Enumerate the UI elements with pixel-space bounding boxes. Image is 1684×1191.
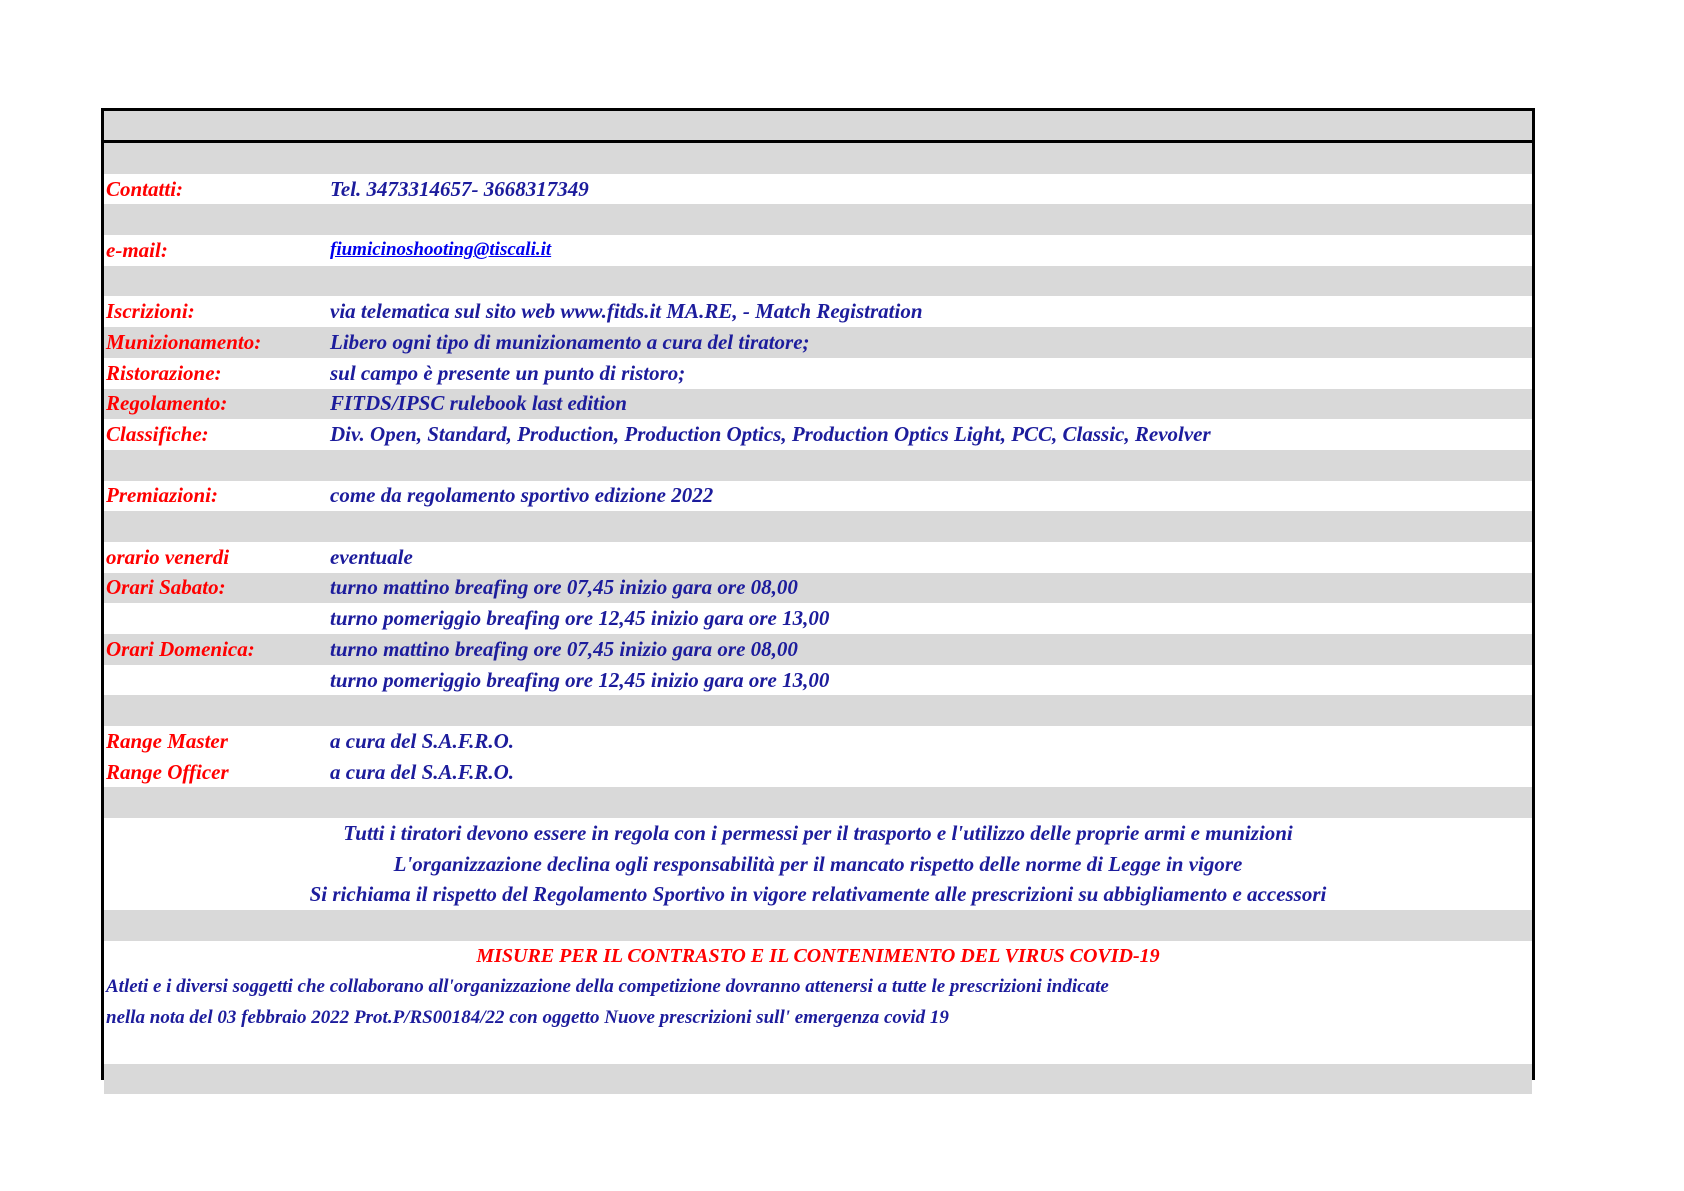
info-row-contatti <box>104 174 1532 205</box>
info-label: Premiazioni: <box>106 483 219 508</box>
info-value: come da regolamento sportivo edizione 2022 <box>330 483 714 508</box>
info-value: turno pomeriggio breafing ore 12,45 inizio gara ore 13,00 <box>330 606 830 631</box>
spacer-row <box>104 1064 1532 1095</box>
info-value: a cura del S.A.F.R.O. <box>330 728 514 753</box>
note-row <box>104 849 1532 880</box>
info-row-sabato-pomeriggio <box>104 603 1532 634</box>
spacer-row <box>104 787 1532 818</box>
info-row-ristorazione <box>104 358 1532 389</box>
info-label: orario venerdi <box>106 544 230 569</box>
info-row-classifiche <box>104 419 1532 450</box>
covid-line-row <box>104 972 1532 1003</box>
info-value: turno mattino breafing ore 07,45 inizio gara ore 08,00 <box>330 575 798 600</box>
info-value: turno mattino breafing ore 07,45 inizio gara ore 08,00 <box>330 636 798 661</box>
info-label: e-mail: <box>106 237 168 262</box>
info-row-regolamento <box>104 389 1532 420</box>
covid-text: Atleti e i diversi soggetti che collaborano all'organizzazione della competizione dovranno attenersi a tutte le prescrizioni indicate <box>106 975 1109 997</box>
spacer-row <box>104 1033 1532 1064</box>
info-row-domenica <box>104 634 1532 665</box>
info-row-email <box>104 235 1532 266</box>
spacer-row <box>104 266 1532 297</box>
info-row-munizionamento <box>104 327 1532 358</box>
covid-title-row <box>104 941 1532 972</box>
info-value: FITDS/IPSC rulebook last edition <box>330 391 627 416</box>
note-text: Tutti i tiratori devono essere in regola con i permessi per il trasporto e l'utilizzo delle proprie armi e munizioni <box>343 820 1293 845</box>
info-rows <box>104 143 1532 1094</box>
info-row-venerdi <box>104 542 1532 573</box>
info-label: Munizionamento: <box>106 329 262 354</box>
covid-title: MISURE PER IL CONTRASTO E IL CONTENIMENTO DEL VIRUS COVID-19 <box>476 944 1160 967</box>
info-value: Tel. 3473314657- 3668317349 <box>330 176 589 201</box>
info-value: Libero ogni tipo di munizionamento a cura del tiratore; <box>330 329 810 354</box>
covid-text: nella nota del 03 febbraio 2022 Prot.P/RS00184/22 con oggetto Nuove prescrizioni sull' emergenza covid 19 <box>106 1006 949 1028</box>
spacer-row <box>104 204 1532 235</box>
info-label: Orari Domenica: <box>106 636 255 661</box>
note-text: L'organizzazione declina ogli responsabilità per il mancato rispetto delle norme di Legge in vigore <box>393 851 1243 876</box>
covid-line-row <box>104 1002 1532 1033</box>
info-label: Contatti: <box>106 176 184 201</box>
spacer-row <box>104 910 1532 941</box>
email-link[interactable]: fiumicinoshooting@tiscali.it <box>330 239 552 261</box>
spacer-row <box>104 450 1532 481</box>
info-sheet <box>101 108 1535 1080</box>
info-value: Div. Open, Standard, Production, Production Optics, Production Optics Light, PCC, Classic, Revolver <box>330 422 1211 447</box>
note-row <box>104 818 1532 849</box>
spacer-row <box>104 695 1532 726</box>
spacer-row <box>104 143 1532 174</box>
info-label: Range Master <box>106 728 228 753</box>
info-row-domenica-pomeriggio <box>104 665 1532 696</box>
info-row-premiazioni <box>104 481 1532 512</box>
info-row-range-master <box>104 726 1532 757</box>
info-label: Range Officer <box>106 759 229 784</box>
info-label: Iscrizioni: <box>106 299 195 324</box>
info-row-range-officer <box>104 757 1532 788</box>
info-label: Regolamento: <box>106 391 228 416</box>
info-value: eventuale <box>330 544 413 569</box>
info-row-sabato <box>104 573 1532 604</box>
info-value: turno pomeriggio breafing ore 12,45 inizio gara ore 13,00 <box>330 667 830 692</box>
info-value: via telematica sul sito web www.fitds.it MA.RE, - Match Registration <box>330 299 923 324</box>
info-value: sul campo è presente un punto di ristoro; <box>330 360 686 385</box>
info-label: Classifiche: <box>106 422 209 447</box>
spacer-row <box>104 511 1532 542</box>
info-label: Ristorazione: <box>106 360 222 385</box>
note-text: Si richiama il rispetto del Regolamento Sportivo in vigore relativamente alle prescrizioni su abbigliamento e accessori <box>309 882 1327 907</box>
info-label: Orari Sabato: <box>106 575 226 600</box>
header-band <box>104 111 1532 143</box>
info-value: a cura del S.A.F.R.O. <box>330 759 514 784</box>
info-row-iscrizioni <box>104 296 1532 327</box>
note-row <box>104 880 1532 911</box>
